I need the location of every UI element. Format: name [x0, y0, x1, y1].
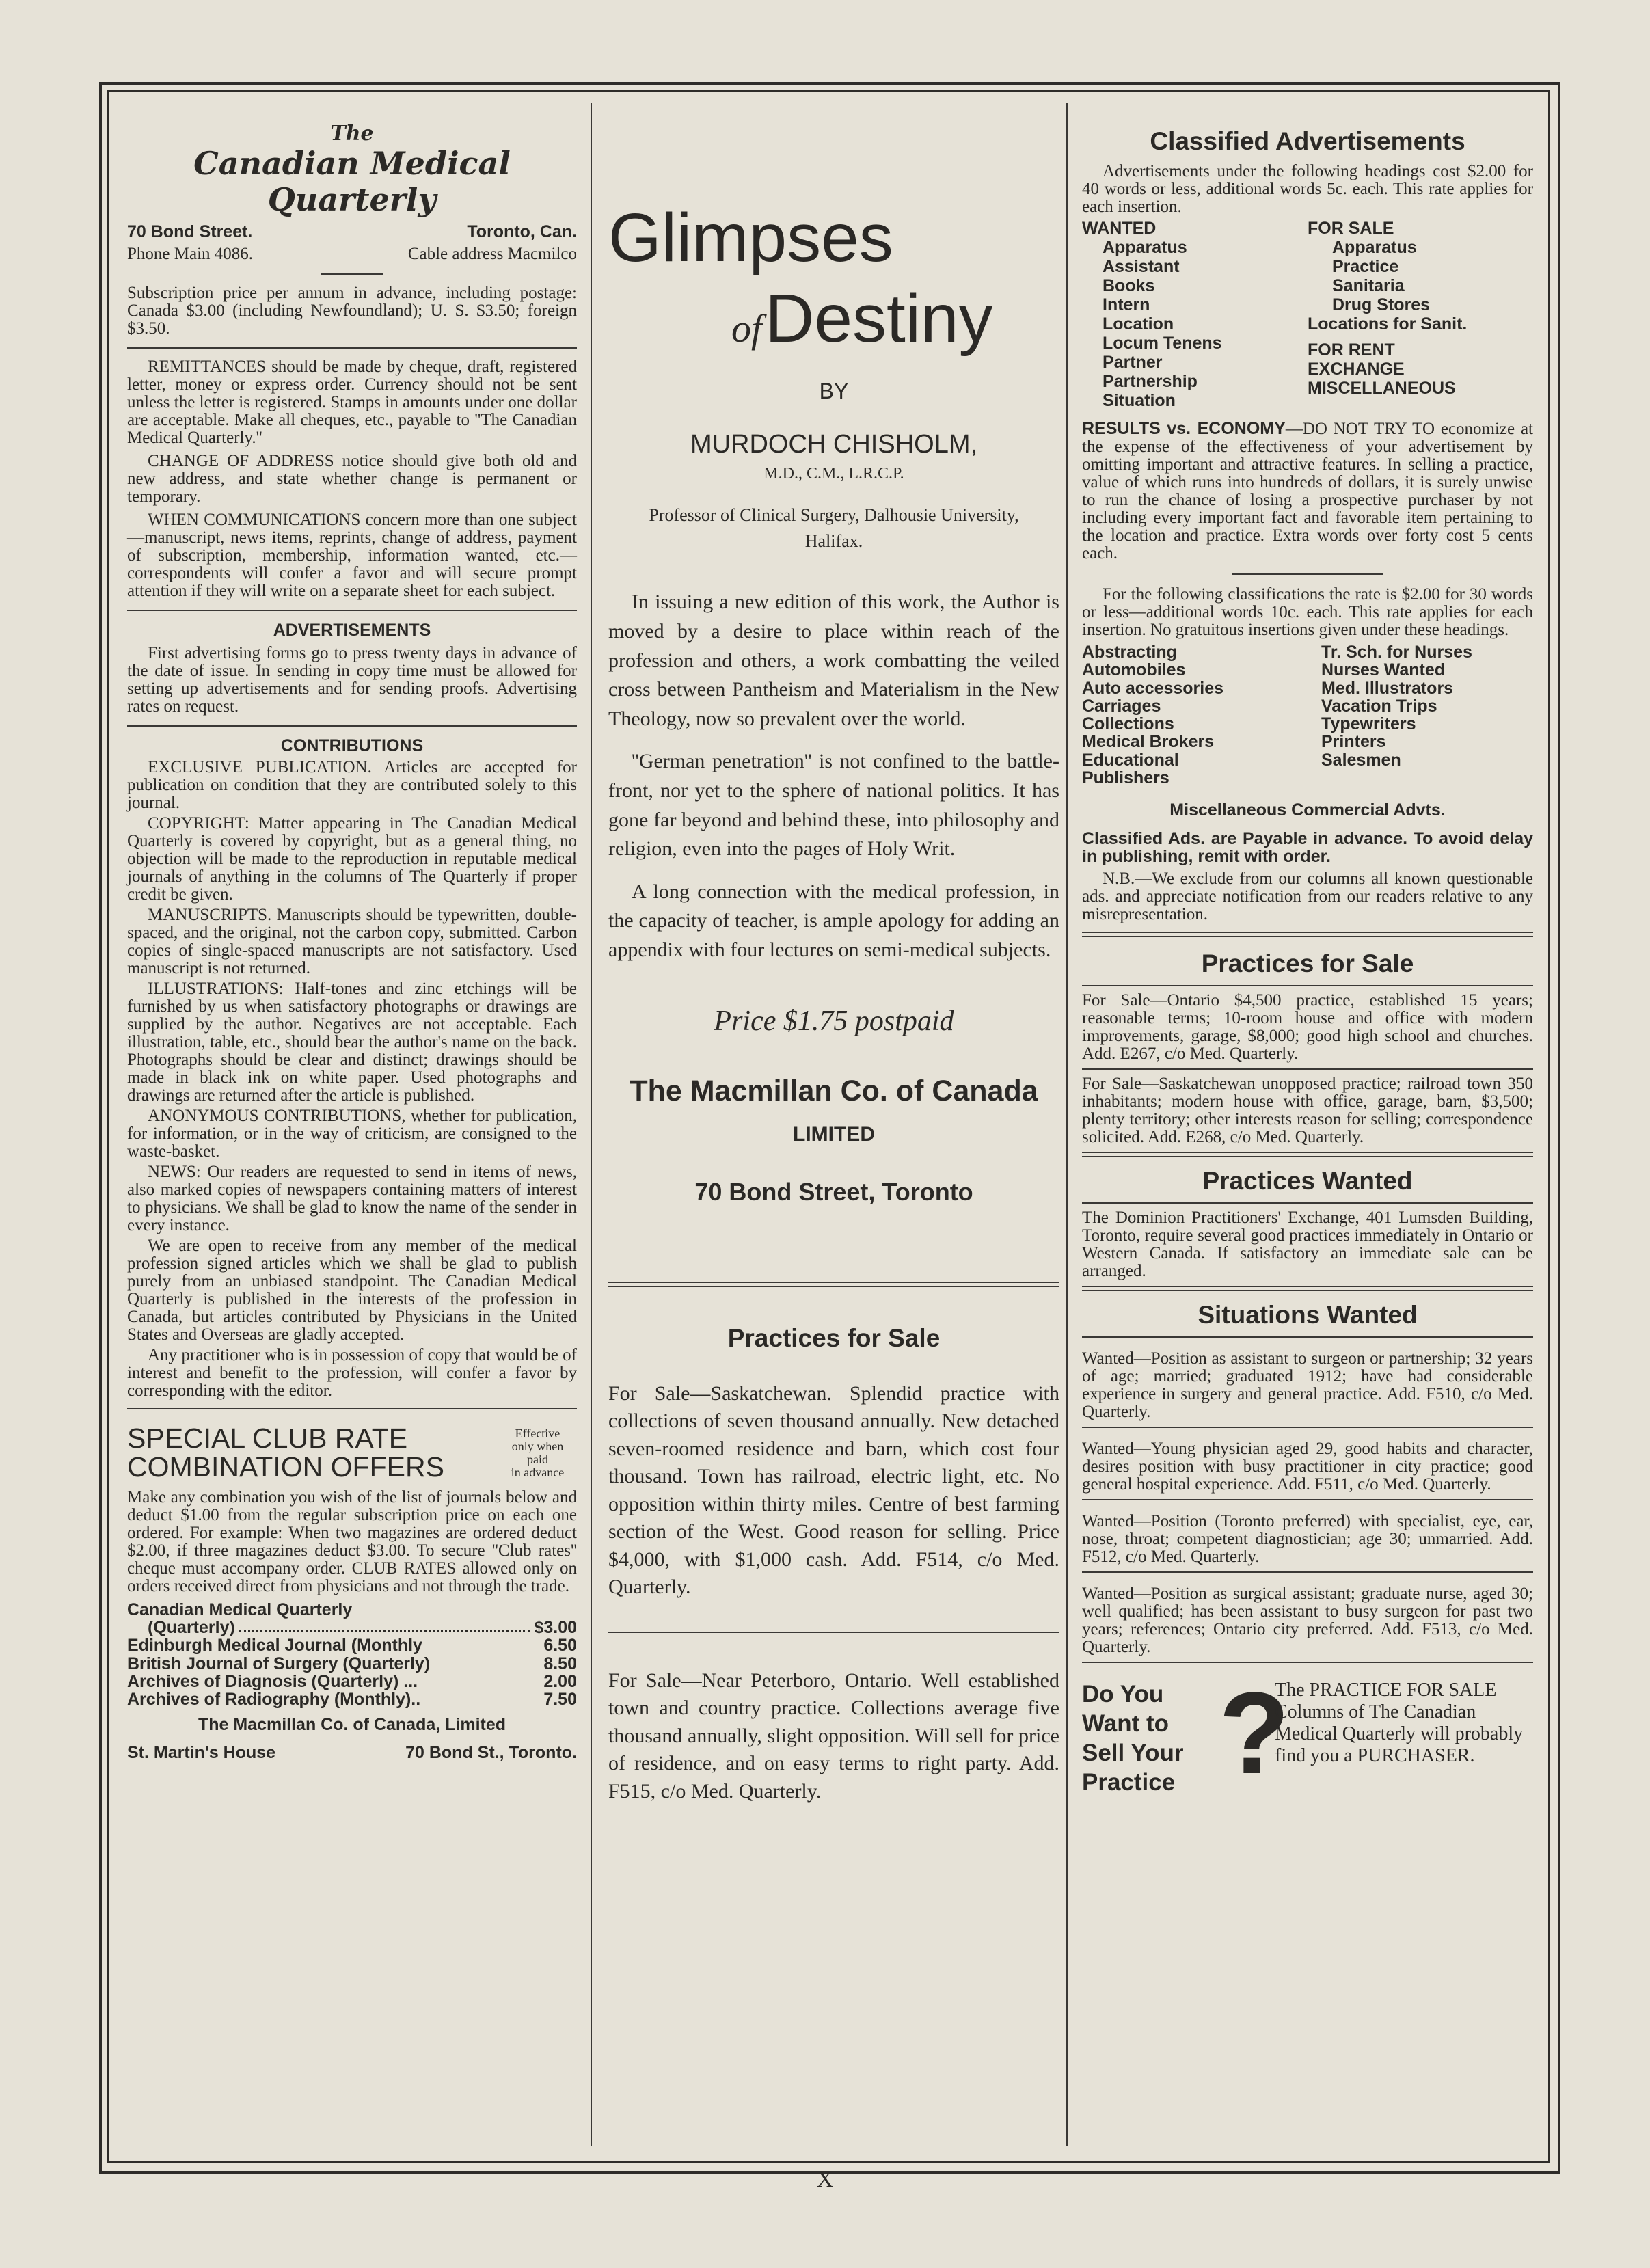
masthead-address-row: [127, 222, 577, 242]
rate-row: [127, 1636, 577, 1654]
club-rate-title: [127, 1422, 498, 1483]
classification-item: Tr. Sch. for Nurses: [1321, 643, 1472, 662]
for-sale-item: Practice: [1332, 257, 1399, 276]
classification-item: Carriages: [1082, 696, 1161, 716]
situation-wanted-ad: Wanted—Position as surgical assistant; graduate nurse, aged 30; well qualified; has been assistant to busy surgeon for past two years; references; Ontario city preferred. Add. F513, c/o Med. Quarterly.: [1082, 1573, 1533, 1663]
book-title-line1: Glimpses: [608, 200, 893, 276]
book-publisher-address: 70 Bond Street, Toronto: [694, 1177, 973, 1206]
double-rule: [1082, 932, 1533, 937]
double-rule: [1082, 1286, 1533, 1291]
club-note-line: only when: [511, 1439, 564, 1453]
sell-your-practice-title: [1082, 1679, 1219, 1797]
classified-intro: Advertisements under the following headings cost $2.00 for 40 words or less, additional words 5c. each. This rate applies for each insertion.: [1082, 162, 1533, 216]
classification-item: Vacation Trips: [1321, 696, 1437, 716]
sell-your-practice-text: The PRACTICE FOR SALE Columns of The Canadian Medical Quarterly will probably find you a PURCHASER.: [1275, 1679, 1524, 1767]
for-rent-label: FOR RENT: [1308, 340, 1395, 360]
book-author-degrees: M.D., C.M., L.R.C.P.: [763, 465, 904, 483]
club-rate-title-1: SPECIAL CLUB RATE: [127, 1422, 408, 1454]
club-publisher-street: 70 Bond St., Toronto.: [405, 1743, 577, 1763]
masthead-phone: Phone Main 4086.: [127, 244, 254, 263]
classified-headings-table: [1082, 219, 1533, 410]
sell-title-line: Practice: [1082, 1768, 1176, 1796]
for-sale-list: [1308, 219, 1533, 410]
rate-price: 7.50: [543, 1690, 577, 1710]
classifications-table: [1082, 643, 1533, 787]
for-sale-label: FOR SALE: [1308, 219, 1394, 238]
club-note-line: Effective: [515, 1427, 560, 1441]
wanted-label: WANTED: [1082, 219, 1157, 238]
contributions-heading: CONTRIBUTIONS: [280, 735, 424, 755]
practice-for-sale-ad: For Sale—Saskatchewan. Splendid practice with collections of seven thousand annually. New detached seven-roomed residence and barn, which cost four thousand. Town has railroad, electric light, etc. No opposition within thirty miles. Centre of best farming section of the West. Good reason for selling. Price $4,000, with $1,000 cash. Add. F514, c/o Med. Quarterly.: [608, 1381, 1059, 1598]
practices-for-sale-heading: Practices for Sale: [1201, 949, 1414, 977]
book-description: A long connection with the medical profession, in the capacity of teacher, is ample apology for adding an appendix with four lectures on semi-medical subjects.: [608, 880, 1059, 961]
advertisements-text: First advertising forms go to press twenty days in advance of the date of issue. In sending in copy time must be allowed for setting up advertisements and for sending proofs. Advertising rates on request.: [127, 643, 577, 716]
short-rule: [1232, 573, 1383, 575]
wanted-item: Apparatus: [1103, 238, 1187, 257]
double-rule: [1082, 1152, 1533, 1157]
book-publisher: The Macmillan Co. of Canada: [630, 1074, 1038, 1107]
club-rate-note: [498, 1427, 577, 1479]
contrib-paragraph: We are open to receive from any member of the medical profession signed articles which we shall be glad to publish purely from an unbiased standpoint. The Canadian Medical Quarterly is published in the interests of the profession in Canada, but articles contributed by Physicians in the United States and Overseas are gladly accepted.: [127, 1236, 577, 1344]
remittances-text: REMITTANCES should be made by cheque, draft, registered letter, money or express order. Currency should not be sent unless the letter is registered. Stamps in amounts under one dollar are acceptable. Make all cheques, etc., payable to ''The Canadian Medical Quarterly.'': [127, 357, 577, 447]
rate-price: $3.00: [534, 1618, 577, 1638]
exchange-label: EXCHANGE: [1308, 360, 1405, 379]
results-economy-text: [1082, 420, 1533, 563]
masthead-prefix: The: [330, 122, 374, 146]
book-title-destiny: Destiny: [765, 280, 993, 357]
practices-wanted-heading: Practices Wanted: [1202, 1166, 1413, 1195]
club-rate-list: [127, 1601, 577, 1709]
subscription-text: Subscription price per annum in advance, including postage: Canada $3.00 (including Newfoundland); U. S. $3.50; foreign $3.50.: [127, 283, 577, 338]
for-sale-item: Drug Stores: [1332, 295, 1431, 314]
short-rule: [321, 273, 383, 275]
results-economy-lead: RESULTS vs. ECONOMY: [1082, 419, 1286, 438]
column-rule-2: [1066, 103, 1068, 2146]
rate-name: Archives of Radiography (Monthly)..: [127, 1690, 421, 1710]
book-publisher-limited: LIMITED: [793, 1122, 875, 1146]
contrib-paragraph: MANUSCRIPTS. Manuscripts should be typewritten, double-spaced, and the original, not the carbon copy, submitted. Carbon copies of single-spaced manuscripts are not satisfactory. Used manuscript is not returned.: [127, 905, 577, 977]
rate-row: [127, 1690, 577, 1708]
results-economy-body: —DO NOT TRY TO economize at the expense of the effectiveness of your advertisement by omitting important and attractive features. In selling a practice, value of which runs into hundreds of dollars, it is surely unwise to run the chance of losing a prospective purchaser by not including every important fact and favorable item pertaining to the location and practice. Extra words over forty cost 5 cents each.: [1082, 420, 1533, 563]
column-rule-1: [591, 103, 592, 2146]
change-address-text: CHANGE OF ADDRESS notice should give both old and new address, and state whether change is permanent or temporary.: [127, 451, 577, 506]
rate-price: 2.00: [543, 1671, 577, 1691]
advertisements-heading: ADVERTISEMENTS: [273, 620, 431, 640]
classification-item: Abstracting: [1082, 643, 1177, 662]
contrib-paragraph: ILLUSTRATIONS: Half-tones and zinc etchings will be furnished by us when satisfactory photographs or drawings are supplied by the author. Negatives are not acceptable. Each illustration, table, etc., should bear the author's name on the back. Photographs should be clear and distinct; drawings should be made in black ink on white paper. Used photographs and drawings are returned after the article is published.: [127, 979, 577, 1105]
practice-for-sale-ad: For Sale—Ontario $4,500 practice, established 15 years; reasonable terms; 10-room house and office with modern improvements, garage, $8,000; good high school and churches. Add. E267, c/o Med. Quarterly.: [1082, 986, 1533, 1070]
wanted-item: Intern: [1103, 295, 1150, 314]
left-column: [127, 103, 577, 1763]
book-title-of: of: [731, 306, 763, 351]
classification-item: Salesmen: [1321, 750, 1401, 770]
club-publisher: The Macmillan Co. of Canada, Limited: [198, 1715, 506, 1735]
classification-item: Typewriters: [1321, 714, 1416, 733]
classification-item: Nurses Wanted: [1321, 660, 1446, 680]
practices-for-sale-heading: Practices for Sale: [727, 1323, 941, 1352]
sell-your-practice-ad: [1082, 1668, 1533, 1798]
club-rate-text: Make any combination you wish of the list of journals below and deduct $1.00 from the regular subscription price on each one ordered. For example: When two magazines are ordered deduct $2.00, if three magazines deduct $3.00. To secure ''Club rates'' cheque must accompany order. CLUB RATES allowed only on orders received direct from physicians and not through the trade.: [127, 1487, 577, 1595]
classification-item: Automobiles: [1082, 660, 1186, 680]
for-sale-item: Apparatus: [1332, 238, 1417, 257]
rate-name: British Journal of Surgery (Quarterly): [127, 1653, 431, 1673]
question-mark-icon: ?: [1219, 1668, 1290, 1798]
classification-item: Collections: [1082, 714, 1174, 733]
situation-wanted-ad: Wanted—Position (Toronto preferred) with specialist, eye, ear, nose, throat; competent diagnostician; age 30; unmarried. Add. F512, c/o Med. Quarterly.: [1082, 1500, 1533, 1573]
right-column: [1082, 103, 1533, 1797]
wanted-item: Assistant: [1103, 257, 1180, 276]
rate-text: For the following classifications the rate is $2.00 for 30 words or less—additional words 10c. each. This rate applies for each insertion. No gratuitous insertions given under these headings.: [1082, 585, 1533, 639]
rate-row: [127, 1673, 577, 1690]
masthead-contact-row: [127, 245, 577, 264]
club-rate-title-2: COMBINATION OFFERS: [127, 1450, 444, 1483]
contrib-paragraph: EXCLUSIVE PUBLICATION. Articles are accepted for publication on condition that they are contributed solely to this journal.: [127, 757, 577, 812]
dot-leader: [239, 1619, 530, 1632]
classification-item: Educational: [1082, 750, 1179, 770]
wanted-item: Books: [1103, 276, 1155, 295]
classification-item: Printers: [1321, 732, 1386, 752]
masthead-address: 70 Bond Street.: [127, 221, 253, 241]
rate-row: [127, 1655, 577, 1673]
contrib-paragraph: NEWS: Our readers are requested to send in items of news, also marked copies of newspapers containing matters of interest to physicians. We shall be glad to know the name of the sender in every instance.: [127, 1162, 577, 1234]
wanted-item: Locum Tenens: [1103, 334, 1222, 353]
classification-item: Medical Brokers: [1082, 732, 1215, 752]
masthead: Canadian Medical Quarterly: [193, 145, 511, 218]
masthead-cable: Cable address Macmilco: [407, 244, 577, 263]
divider: [127, 1408, 577, 1409]
divider: [127, 725, 577, 727]
situation-wanted-ad: Wanted—Young physician aged 29, good habits and character, desires position with busy practitioner in city practice; good general hospital experience. Add. F511, c/o Med. Quarterly.: [1082, 1428, 1533, 1500]
situations-wanted-heading: Situations Wanted: [1198, 1300, 1418, 1329]
club-publisher-house: St. Martin's House: [127, 1743, 276, 1763]
rate-name: Edinburgh Medical Journal (Monthly: [127, 1636, 422, 1656]
wanted-list: [1082, 219, 1308, 410]
practice-for-sale-ad: For Sale—Saskatchewan unopposed practice; railroad town 350 inhabitants; modern house with office, garage, barn, $3,500; plenty territory; other interests reason for selling; correspondence solicited. Add. E268, c/o Med. Quarterly.: [1082, 1074, 1533, 1146]
contrib-paragraph: ANONYMOUS CONTRIBUTIONS, whether for publication, for information, or in the way of criticism, are consigned to the waste-basket.: [127, 1106, 577, 1161]
rate-row: [127, 1619, 577, 1636]
classification-item: Auto accessories: [1082, 678, 1224, 698]
book-title-line2: [608, 280, 1059, 357]
sell-title-line: Sell Your: [1082, 1739, 1184, 1766]
page-number: X: [816, 2167, 834, 2192]
wanted-item: Situation: [1103, 391, 1176, 410]
rate-name: (Quarterly): [148, 1618, 235, 1638]
classification-list-right: [1294, 643, 1533, 787]
rate-price: 8.50: [543, 1653, 577, 1673]
club-rate-header: [127, 1422, 577, 1483]
classification-item: Med. Illustrators: [1321, 678, 1454, 698]
nb-notice: N.B.—We exclude from our columns all known questionable ads. and appreciate notification from our readers relative to any misrepresentation.: [1082, 869, 1533, 923]
communications-text: WHEN COMMUNICATIONS concern more than one subject—manuscript, news items, reprints, change of address, payment of subscription, membership, information wanted, etc.—correspondents will confer a favor and will secure prompt attention if they will write on a separate sheet for each subject.: [127, 510, 577, 600]
misc-commercial-label: Miscellaneous Commercial Advts.: [1169, 800, 1446, 820]
book-author: MURDOCH CHISHOLM,: [690, 430, 978, 459]
book-price: Price $1.75 postpaid: [714, 1005, 954, 1037]
contrib-paragraph: COPYRIGHT: Matter appearing in The Canadian Medical Quarterly is covered by copyright, but as a general thing, no objection will be made to the reproduction in reputable medical journals of anything in the columns of The Quarterly if proper credit be given.: [127, 813, 577, 904]
situation-wanted-ad: Wanted—Position as assistant to surgeon or partnership; 32 years of age; married; graduated 1912; have had considerable experience in surgery and general practice. Add. F510, c/o Med. Quarterly.: [1082, 1338, 1533, 1428]
sell-title-line: Do You: [1082, 1680, 1164, 1707]
for-sale-item: Sanitaria: [1332, 276, 1405, 295]
payable-notice: Classified Ads. are Payable in advance. To avoid delay in publishing, remit with order.: [1082, 829, 1533, 867]
contrib-paragraph: Any practitioner who is in possession of copy that would be of interest and benefit to the profession, will confer a favor by corresponding with the editor.: [127, 1345, 577, 1400]
masthead-city: Toronto, Can.: [467, 221, 577, 241]
classification-list-left: [1082, 643, 1294, 787]
divider: [608, 1632, 1059, 1633]
classification-item: Publishers: [1082, 768, 1169, 787]
rate-name: Canadian Medical Quarterly: [127, 1599, 353, 1619]
book-by: BY: [819, 379, 849, 403]
club-note-line: in advance: [511, 1465, 565, 1479]
club-note-line: paid: [527, 1452, 548, 1466]
book-author-position: Professor of Clinical Surgery, Dalhousie University, Halifax.: [649, 505, 1019, 551]
wanted-item: Partner: [1103, 353, 1163, 372]
divider: [127, 610, 577, 611]
club-publisher-address: [127, 1743, 577, 1763]
rate-price: 6.50: [543, 1636, 577, 1656]
middle-column: [608, 103, 1059, 1805]
double-rule: [608, 1282, 1059, 1287]
book-description: In issuing a new edition of this work, the Author is moved by a desire to place within reach of the profession and others, a work combatting the veiled cross between Pantheism and Materialism in the New Theology, now so prevalent over the world.: [608, 591, 1059, 730]
miscellaneous-label: MISCELLANEOUS: [1308, 379, 1456, 398]
practice-for-sale-ad: For Sale—Near Peterboro, Ontario. Well established town and country practice. Collections average five thousand annually, slight opposition. Will sell for price of residence, and on easy terms to right party. Add. F515, c/o Med. Quarterly.: [608, 1669, 1059, 1803]
wanted-item: Location: [1103, 314, 1174, 334]
divider: [127, 347, 577, 349]
rate-name: Archives of Diagnosis (Quarterly) ...: [127, 1671, 418, 1691]
wanted-item: Partnership: [1103, 372, 1198, 391]
for-sale-extra: Locations for Sanit.: [1308, 314, 1468, 334]
practices-wanted-ad: The Dominion Practitioners' Exchange, 401 Lumsden Building, Toronto, require several good practices immediately in Ontario or Western Canada. If satisfactory an immediate sale can be arranged.: [1082, 1208, 1533, 1280]
book-description: ''German penetration'' is not confined to the battle-front, nor yet to the sphere of national politics. It has gone far beyond and behind these, into philosophy and religion, even into the pages of Holy Writ.: [608, 750, 1059, 861]
classified-heading: Classified Advertisements: [1150, 127, 1465, 155]
sell-title-line: Want to: [1082, 1710, 1169, 1737]
